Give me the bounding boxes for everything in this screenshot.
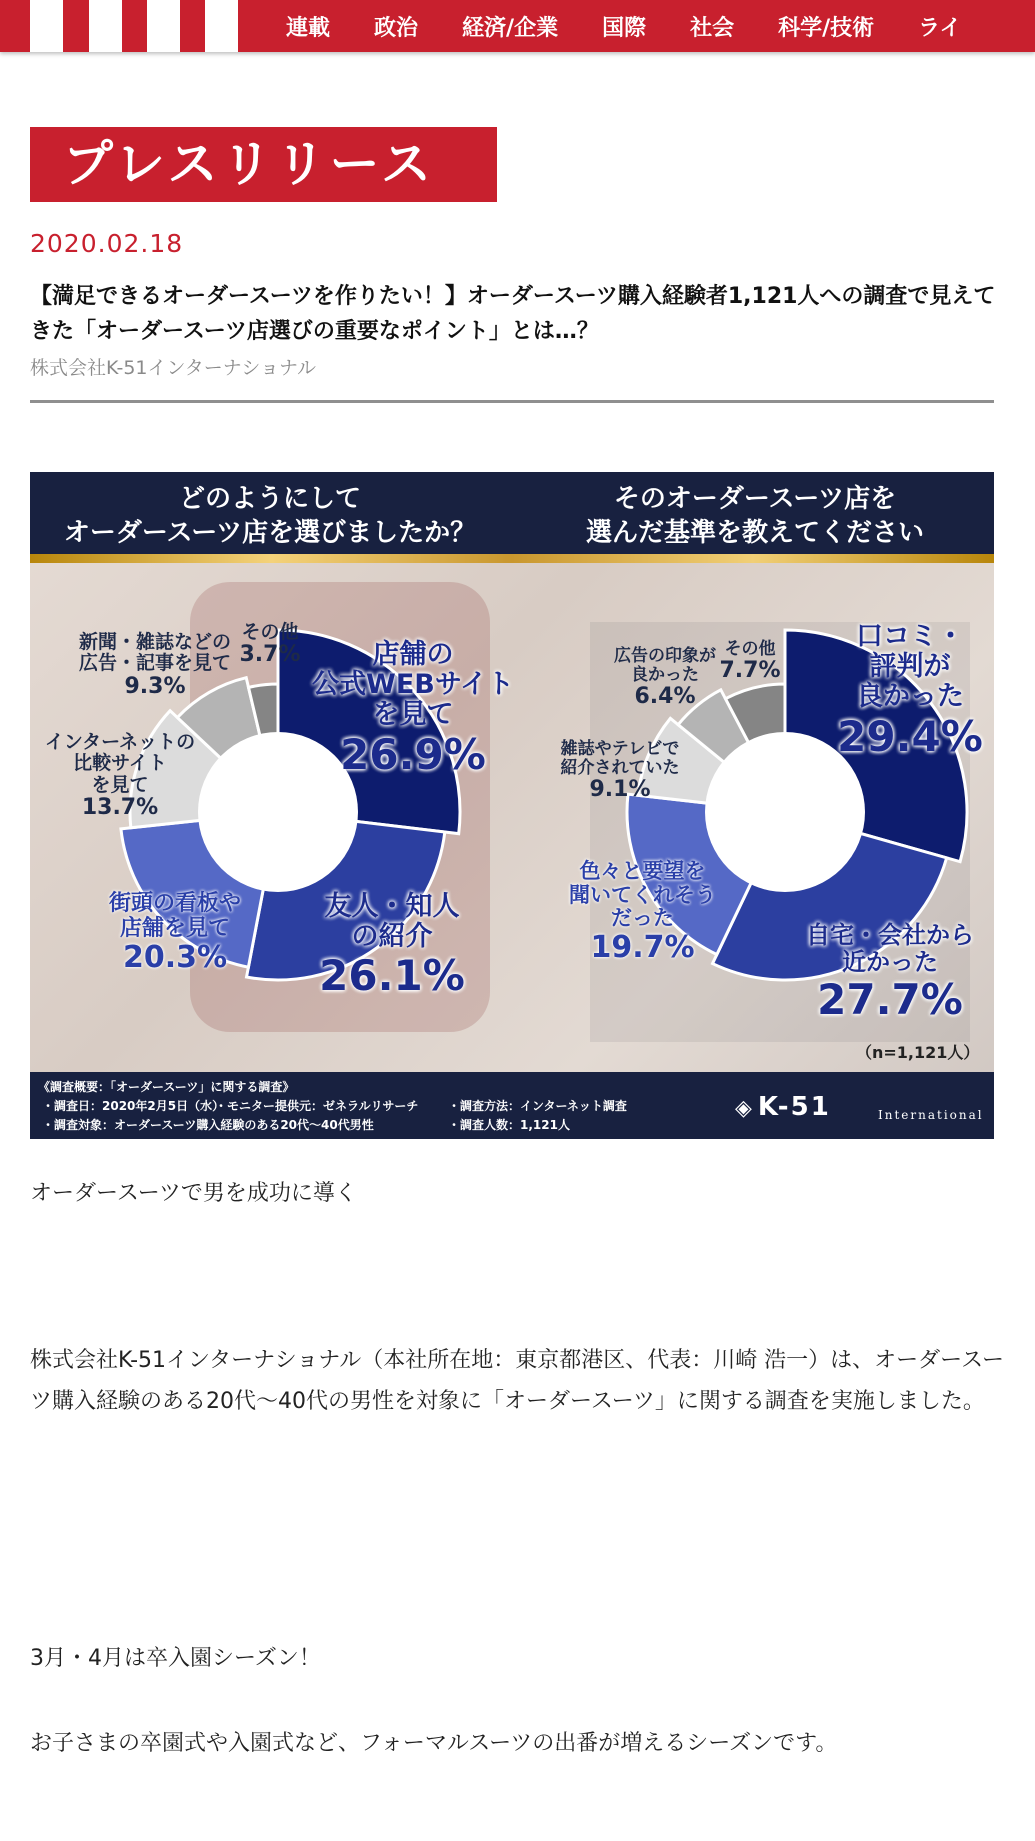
pie2-label-requests-l1: 色々と要望を	[579, 859, 706, 883]
pie2-label-ad-l2: 良かった	[631, 665, 699, 686]
pie2-label-media-pct: 9.1%	[589, 777, 651, 803]
divider	[30, 400, 994, 403]
question-2-line-1: そのオーダースーツ店を	[613, 484, 897, 514]
body-paragraph-1: オーダースーツで男を成功に導く	[30, 1181, 357, 1206]
nav-menu	[286, 0, 1006, 52]
pie1-label-comparison-l1: インターネットの	[44, 731, 196, 753]
brand-subtitle: International	[878, 1108, 984, 1122]
pie2-label-ad-l1: 広告の印象が	[614, 646, 716, 666]
pie1-label-magazine-pct: 9.3%	[124, 673, 186, 699]
pie2-label-nearby	[790, 922, 990, 1023]
pie1-label-comparison-l2: 比較サイト	[73, 752, 167, 775]
pie1-label-comparison-pct: 13.7%	[81, 794, 159, 820]
nav-item-series[interactable]: 連載	[286, 15, 331, 41]
pie2-label-reputation	[830, 622, 990, 760]
pie2-label-requests-l3: だった	[611, 906, 674, 931]
pie1-label-friend	[292, 892, 492, 1000]
pie1-label-other-pct: 3.7%	[239, 642, 301, 668]
pie2-label-nearby-pct: 27.7%	[817, 974, 963, 1024]
survey-date: ・調査日：2020年2月5日（水）	[42, 1099, 225, 1113]
pie2-label-reputation-l2: 評判が	[869, 651, 951, 683]
article-title: 【満足できるオーダースーツを作りたい！】オーダースーツ購入経験者1,121人への調査で見えてきた「オーダースーツ店選びの重要なポイント」とは…？	[30, 284, 996, 344]
pie2-label-requests	[550, 860, 735, 964]
brand-logo	[735, 1092, 831, 1122]
question-1-line-1: どのようにして	[178, 484, 361, 514]
pie1-label-friend-l2: の紹介	[351, 921, 433, 953]
pie1-label-website-pct: 26.9%	[340, 729, 486, 779]
pie1-label-website-l1: 店舗の	[372, 639, 454, 670]
company-name: 株式会社K-51インターナショナル	[30, 357, 317, 379]
pie2-label-media-l2: 紹介されていた	[560, 758, 680, 779]
pie1-label-signboard-l1: 街頭の看板や	[108, 891, 241, 916]
pie2-label-requests-pct: 19.7%	[590, 929, 695, 965]
body-paragraph-4: お子さまの卒園式や入園式など、フォーマルスーツの出番が増えるシーズンです。	[30, 1731, 838, 1756]
diamond-icon: ◈	[735, 1096, 754, 1121]
brand-name: K-51	[757, 1092, 831, 1122]
pie1-label-other	[230, 622, 310, 668]
nav-item-international[interactable]: 国際	[602, 15, 647, 41]
pie1-label-friend-pct: 26.1%	[319, 951, 465, 1001]
pie2-label-reputation-pct: 29.4%	[837, 711, 983, 761]
pie1-label-comparison	[30, 732, 210, 820]
top-navigation-bar	[0, 0, 1035, 52]
nav-item-science[interactable]: 科学/技術	[778, 15, 875, 41]
nav-item-politics[interactable]: 政治	[374, 15, 419, 41]
question-2-line-2: 選んだ基準を教えてください	[585, 518, 924, 548]
pie2-label-media-l1: 雑誌やテレビで	[560, 739, 680, 759]
pie1-label-signboard-l2: 店舗を見て	[119, 915, 230, 941]
nav-item-society[interactable]: 社会	[690, 15, 735, 41]
survey-infographic	[30, 472, 994, 1139]
pie2-label-nearby-l1: 自宅・会社から	[806, 921, 974, 949]
pie2-label-other-l1: その他	[724, 639, 776, 659]
article-date: 2020.02.18	[30, 229, 184, 258]
survey-target: ・調査対象：オーダースーツ購入経験のある20代〜40代男性	[42, 1118, 374, 1132]
pie2-label-reputation-l3: 良かった	[856, 681, 964, 713]
survey-provider: ・モニター提供元：ゼネラルリサーチ	[215, 1099, 419, 1113]
pie1-label-magazine	[70, 632, 240, 699]
pie1-label-signboard-pct: 20.3%	[122, 940, 228, 976]
pie1-label-website-l2: 公式WEBサイト	[312, 669, 514, 701]
nav-item-life[interactable]: ライ	[918, 15, 962, 41]
pie2-label-media	[535, 740, 705, 803]
pie2-label-other-pct: 7.7%	[719, 658, 781, 684]
nav-item-economy[interactable]: 経済/企業	[462, 15, 559, 41]
pie1-label-website	[298, 640, 528, 778]
site-logo[interactable]	[0, 0, 240, 52]
infographic-footer	[30, 1072, 994, 1139]
pie1-label-magazine-l2: 広告・記事を見て	[78, 652, 231, 675]
pie2-label-ad-pct: 6.4%	[634, 684, 696, 710]
sample-size-label: （n=1,121人）	[856, 1043, 980, 1062]
pie2-label-nearby-l2: 近かった	[842, 947, 938, 976]
pie1-label-magazine-l1: 新聞・雑誌などの	[78, 631, 231, 653]
pie1-label-signboard	[80, 892, 270, 975]
pie2-label-other	[710, 640, 790, 684]
survey-method: ・調査方法：インターネット調査	[448, 1099, 627, 1113]
survey-summary-title: 《調査概要：「オーダースーツ」に関する調査》	[38, 1080, 295, 1094]
question-1-line-2: オーダースーツ店を選びましたか？	[63, 518, 477, 548]
pie1-label-other-l1: その他	[241, 621, 299, 643]
body-paragraph-2: 株式会社K-51インターナショナル（本社所在地：東京都港区、代表：川崎 浩一）は、オーダースーツ購入経験のある20代〜40代の男性を対象に「オーダースーツ」に関する調査を実施しました。	[30, 1348, 1004, 1414]
section-label: プレスリリース	[30, 127, 497, 202]
pie1-label-friend-l1: 友人・知人	[324, 891, 460, 922]
pie1-label-comparison-l3: を見て	[91, 773, 149, 796]
pie1-label-website-l3: を見て	[372, 699, 454, 731]
pie2-label-reputation-l1: 口コミ・	[856, 621, 964, 652]
survey-count: ・調査人数：1,121人	[448, 1118, 570, 1132]
body-paragraph-3: 3月・4月は卒入園シーズン！	[30, 1646, 321, 1671]
pie2-label-requests-l2: 聞いてくれそう	[569, 882, 716, 907]
